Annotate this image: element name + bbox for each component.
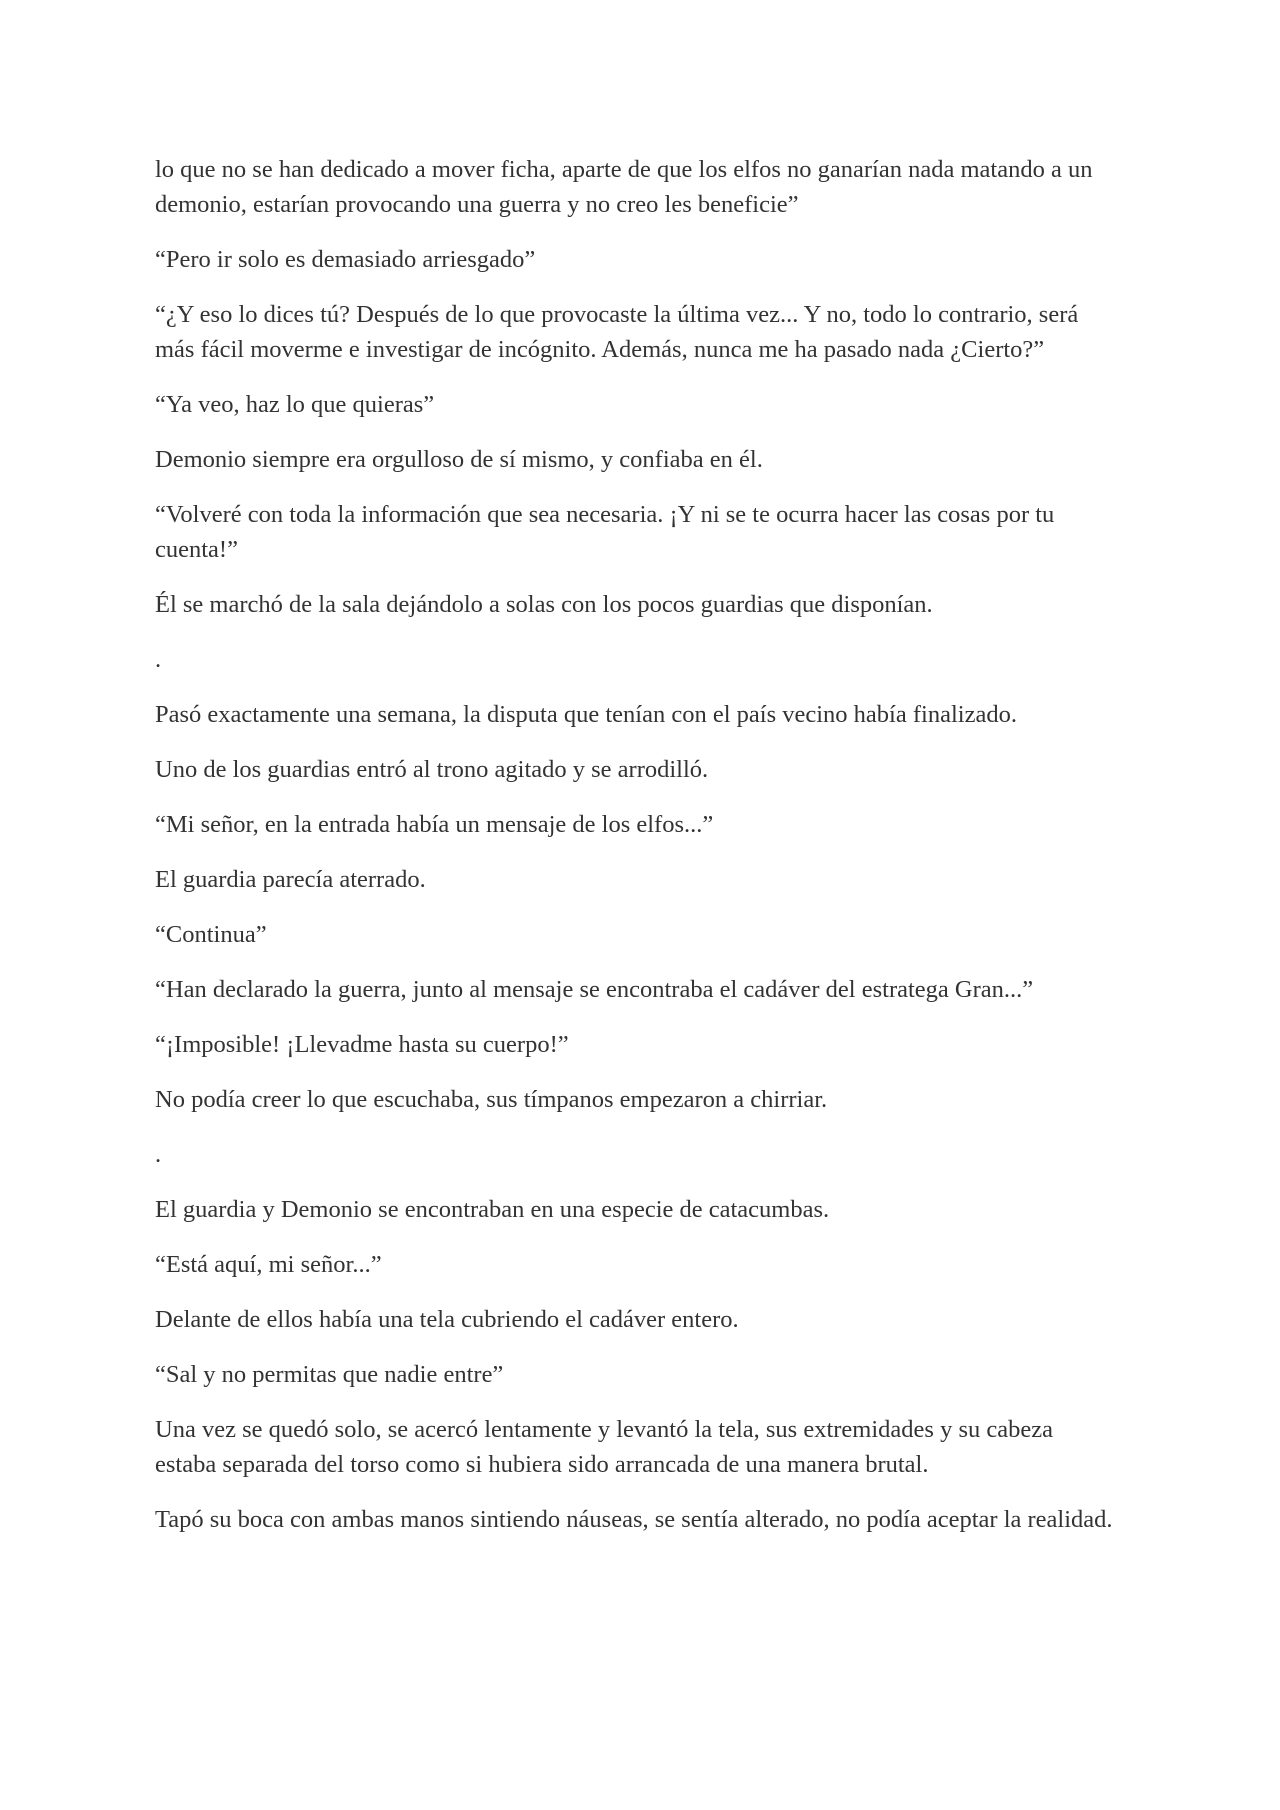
paragraph: “Volveré con toda la información que sea necesaria. ¡Y ni se te ocurra hacer las cosas por tu cuenta!” [155, 501, 1055, 563]
paragraph: “Continua” [155, 921, 267, 948]
paragraph: “Han declarado la guerra, junto al mensaje se encontraba el cadáver del estratega Gran...” [155, 976, 1034, 1003]
scene-separator: . [155, 1141, 162, 1168]
paragraph: Pasó exactamente una semana, la disputa que tenían con el país vecino había finalizado. [155, 701, 1017, 728]
paragraph: “Sal y no permitas que nadie entre” [155, 1361, 504, 1388]
paragraph: “Está aquí, mi señor...” [155, 1251, 382, 1278]
page-body-text [155, 152, 1115, 1557]
paragraph: Uno de los guardias entró al trono agitado y se arrodilló. [155, 756, 709, 783]
paragraph: Él se marchó de la sala dejándolo a solas con los pocos guardias que disponían. [155, 591, 933, 618]
paragraph: “Ya veo, haz lo que quieras” [155, 391, 435, 418]
paragraph: Demonio siempre era orgulloso de sí mismo, y confiaba en él. [155, 446, 763, 473]
paragraph: “Mi señor, en la entrada había un mensaje de los elfos...” [155, 811, 714, 838]
paragraph: El guardia y Demonio se encontraban en una especie de catacumbas. [155, 1196, 830, 1223]
scene-separator: . [155, 646, 162, 673]
paragraph: Tapó su boca con ambas manos sintiendo náuseas, se sentía alterado, no podía aceptar la realidad. [155, 1506, 1113, 1533]
paragraph: Una vez se quedó solo, se acercó lentamente y levantó la tela, sus extremidades y su cabeza estaba separada del torso como si hubiera sido arrancada de una manera brutal. [155, 1416, 1053, 1478]
paragraph: Delante de ellos había una tela cubriendo el cadáver entero. [155, 1306, 739, 1333]
paragraph: “Pero ir solo es demasiado arriesgado” [155, 246, 536, 273]
paragraph: No podía creer lo que escuchaba, sus tímpanos empezaron a chirriar. [155, 1086, 828, 1113]
paragraph: “¡Imposible! ¡Llevadme hasta su cuerpo!” [155, 1031, 569, 1058]
paragraph: lo que no se han dedicado a mover ficha, aparte de que los elfos no ganarían nada matando a un demonio, estarían provocando una guerra y no creo les beneficie” [155, 156, 1093, 218]
paragraph: El guardia parecía aterrado. [155, 866, 426, 893]
paragraph: “¿Y eso lo dices tú? Después de lo que provocaste la última vez... Y no, todo lo contrario, será más fácil moverme e investigar de incógnito. Además, nunca me ha pasado nada ¿Cierto?” [155, 301, 1079, 363]
